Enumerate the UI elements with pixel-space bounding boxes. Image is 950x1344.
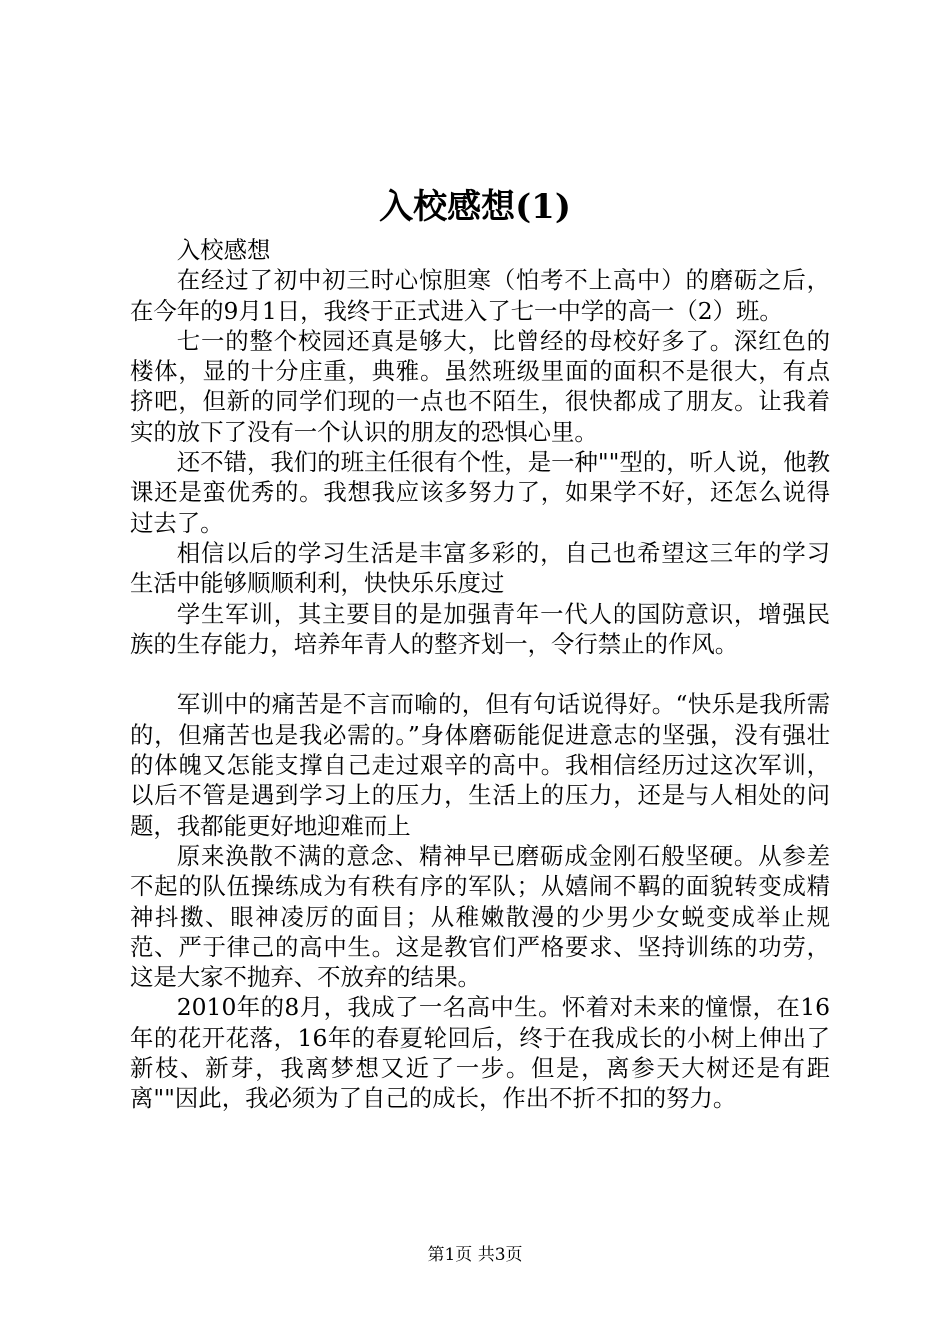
paragraph-spacer [130, 659, 830, 689]
paragraph: 七一的整个校园还真是够大，比曾经的母校好多了。深红色的楼体，显的十分庄重，典雅。虽然班级里面的面积不是很大，有点挤吧，但新的同学们现的一点也不陌生，很快都成了朋友。让我着实的放下了没有一个认识的朋友的恐惧心里。 [130, 326, 830, 446]
document-title: 入校感想(1) [379, 187, 571, 227]
paragraph: 还不错，我们的班主任很有个性，是一种""型的，听人说，他教课还是蛮优秀的。我想我应该多努力了，如果学不好，还怎么说得过去了。 [130, 448, 830, 537]
paragraph: 原来涣散不满的意念、精神早已磨砺成金刚石般坚硬。从参差不起的队伍操练成为有秩有序的军队；从嬉闹不羁的面貌转变成精神抖擞、眼神凌厉的面目；从稚嫩散漫的少男少女蜕变成举止规范、严于律己的高中生。这是教官们严格要求、坚持训练的功劳，这是大家不抛弃、不放弃的结果。 [130, 841, 830, 992]
paragraph: 学生军训，其主要目的是加强青年一代人的国防意识，增强民族的生存能力，培养年青人的整齐划一，令行禁止的作风。 [130, 599, 830, 658]
paragraph: 相信以后的学习生活是丰富多彩的，自己也希望这三年的学习生活中能够顺顺利利，快快乐乐度过 [130, 538, 830, 598]
paragraph-heading: 入校感想 [176, 236, 271, 264]
paragraph: 在经过了初中初三时心惊胆寒（怕考不上高中）的磨砺之后，在今年的9月1日，我终于正式进入了七一中学的高一（2）班。 [130, 266, 830, 325]
paragraph: 2010年的8月，我成了一名高中生。怀着对未来的憧憬，在16年的花开花落，16年的春夏轮回后，终于在我成长的小树上伸出了新枝、新芽，我离梦想又近了一步。但是，离参天大树还是有距离""因此，我必须为了自己的成长，作出不折不扣的努力。 [130, 993, 830, 1113]
page-footer: 第1页 共3页 [427, 1245, 523, 1265]
paragraph: 军训中的痛苦是不言而喻的，但有句话说得好。“快乐是我所需的，但痛苦也是我必需的。”身体磨砺能促进意志的坚强，没有强壮的体魄又怎能支撑自己走过艰辛的高中。我相信经历过这次军训，以后不管是遇到学习上的压力，生活上的压力，还是与人相处的问题，我都能更好地迎难而上 [130, 690, 830, 840]
document-body [130, 235, 830, 1114]
